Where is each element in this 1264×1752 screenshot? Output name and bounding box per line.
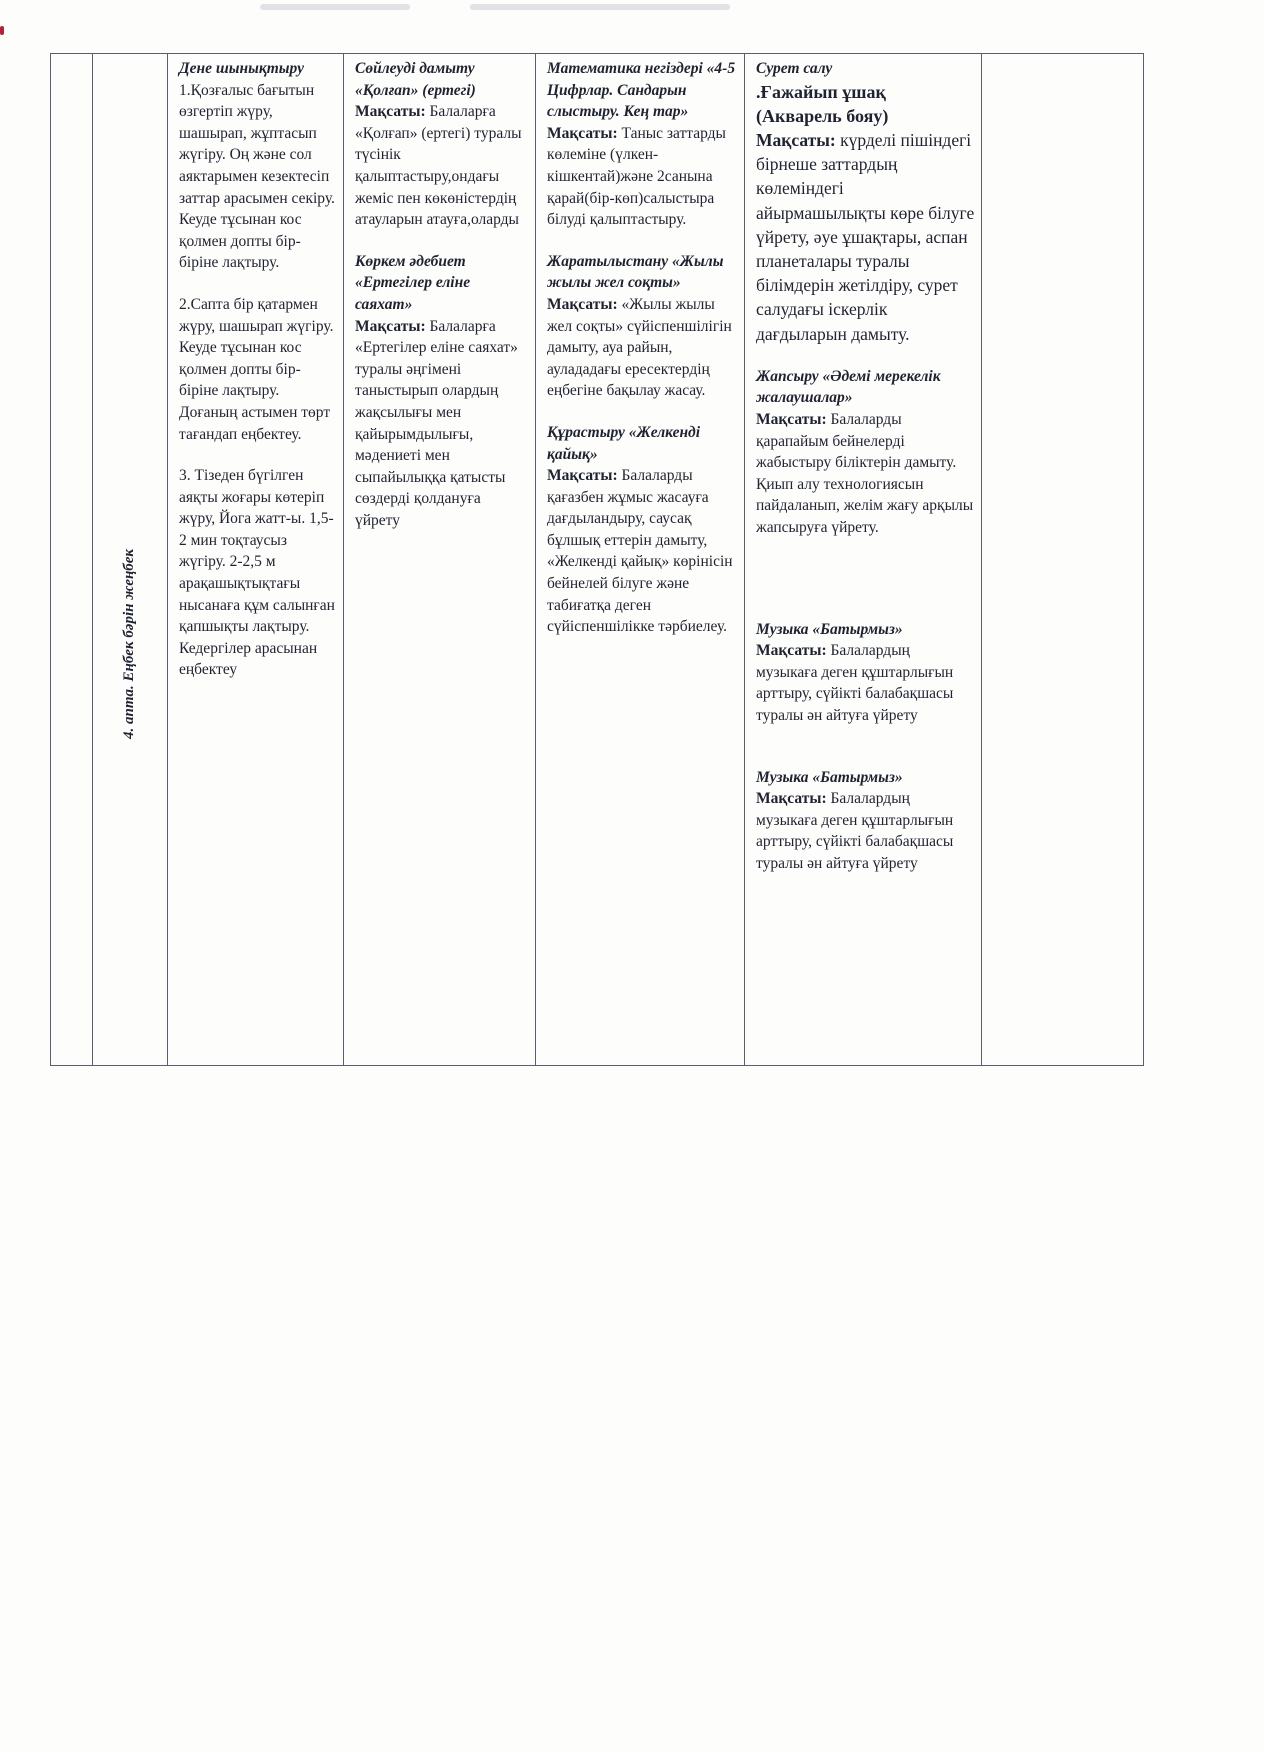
subject-title: Көркем әдебиет «Ертегілер еліне саяхат» [355, 252, 471, 313]
table-row [51, 54, 1144, 1066]
physical-education-cell [168, 54, 344, 1066]
goal-text: Мақсаты: күрделі пішіндегі бірнеше заттардың көлеміндегі айырмашылықты көре білуге үйрету, әуе ұшақтары, аспан планеталары туралы білімдерін жетілдіру, сурет салудағы іскерлік дағдыларын дамыту. [756, 130, 975, 344]
scan-mark [0, 26, 4, 35]
subject-title: Сурет салу [756, 60, 833, 77]
subject-title: Жапсыру «Әдемі мерекелік жалаушалар» [756, 367, 941, 407]
subject-title: Құрастыру «Желкенді қайық» [547, 423, 701, 463]
subject-title: Дене шынықтыру [179, 60, 304, 77]
math-nature-construction-cell [536, 54, 745, 1066]
exercise-text: 2.Сапта бір қатармен жүру, шашырап жүгіру. Кеуде тұсынан кос қолмен допты бір-біріне лақтыру. Доғаның астымен төрт тағандап еңбектеу. [179, 295, 334, 443]
art-music-cell [745, 54, 982, 1066]
goal-text: Мақсаты: Балалардың музыкаға деген құштарлығын арттыру, сүйікті балабақшасы туралы ән айтуға үйрету [756, 642, 954, 724]
subject-title: Музыка «Батырмыз» [756, 620, 903, 638]
exercise-text: 1.Қозғалыс бағытын өзгертіп жүру, шашырап, жұптасып жүгіру. Оң және сол аяктарымен кезектесіп заттар арасымен секіру. Кеуде тұсынан кос қолмен допты бір-біріне лақтыру. [179, 81, 335, 272]
subject-title: Музыка «Батырмыз» [756, 768, 903, 786]
week-cell [93, 54, 168, 1066]
scan-smudge [260, 4, 410, 10]
goal-text: Мақсаты: Балаларға «Ертегілер еліне саяхат» туралы әңгімені таныстырып олардың жақсылығы мен қайырымдылығы, мәдениеті мен сыпайылыққа қатысты сөздерді қолдануға үйрету [355, 317, 518, 529]
lesson-plan-table [50, 53, 1144, 1066]
speech-literature-cell [344, 54, 536, 1066]
collage-block [756, 366, 975, 875]
subject-title: Жаратылыстану «Жылы жылы жел соқты» [547, 252, 724, 292]
lesson-title: .Ғажайып ұшақ (Акварель бояу) [756, 81, 889, 126]
goal-text: Мақсаты: Балалардың музыкаға деген құштарлығын арттыру, сүйікті балабақшасы туралы ән айтуға үйрету [756, 790, 954, 872]
subject-title: Сөйлеуді дамыту «Қолғап» (ертегі) [355, 60, 476, 99]
exercise-text: 3. Тізеден бүгілген аяқты жоғары көтеріп жүру, Йога жатт-ы. 1,5- 2 мин тоқтаусыз жүгіру. 2-2,5 м арақашықтықтағы нысанаға құм салынған қапшықты лақтыру. Кедергілер арасынан еңбектеу [179, 467, 335, 679]
goal-text: Мақсаты: Балаларға «Қолғап» (ертегі) туралы түсінік қалыптастыру,ондағы жеміс пен көкөністердің атауларын атауға,оларды [355, 103, 522, 229]
goal-text: Мақсаты: «Жылы жылы жел соқты» сүйіспеншілігін дамыту, ауа райын, аулададағы ересектердің еңбегіне бақылау жасау. [547, 295, 732, 400]
empty-cell [982, 54, 1144, 1066]
goal-text: Мақсаты: Балаларды қарапайым бейнелерді жабыстыру біліктерін дамыту. Қиып алу технологиясын пайдаланып, желім жағу арқылы жапсыруға үйрету. [756, 411, 974, 536]
week-label: 4. апта. Еңбек бәрін жеңбек [121, 548, 138, 740]
empty-cell [51, 54, 93, 1066]
scan-smudge [470, 4, 730, 10]
subject-title: Математика негіздері «4-5 Цифрлар. Сандарын слыстыру. Кең тар» [547, 60, 736, 121]
goal-text: Мақсаты: Таныс заттарды көлеміне (үлкен-кішкентай)және 2санына қарай(бір-көп)салыстыра білуді қалыптастыру. [547, 124, 726, 229]
goal-text: Мақсаты: Балаларды қағазбен жұмыс жасауға дағдыландыру, саусақ бұлшық еттерін дамыту, «Желкенді қайық» көрінісін бейнелей білуге және табиғатқа деген сүйіспеншілікке тәрбиелеу. [547, 467, 733, 636]
